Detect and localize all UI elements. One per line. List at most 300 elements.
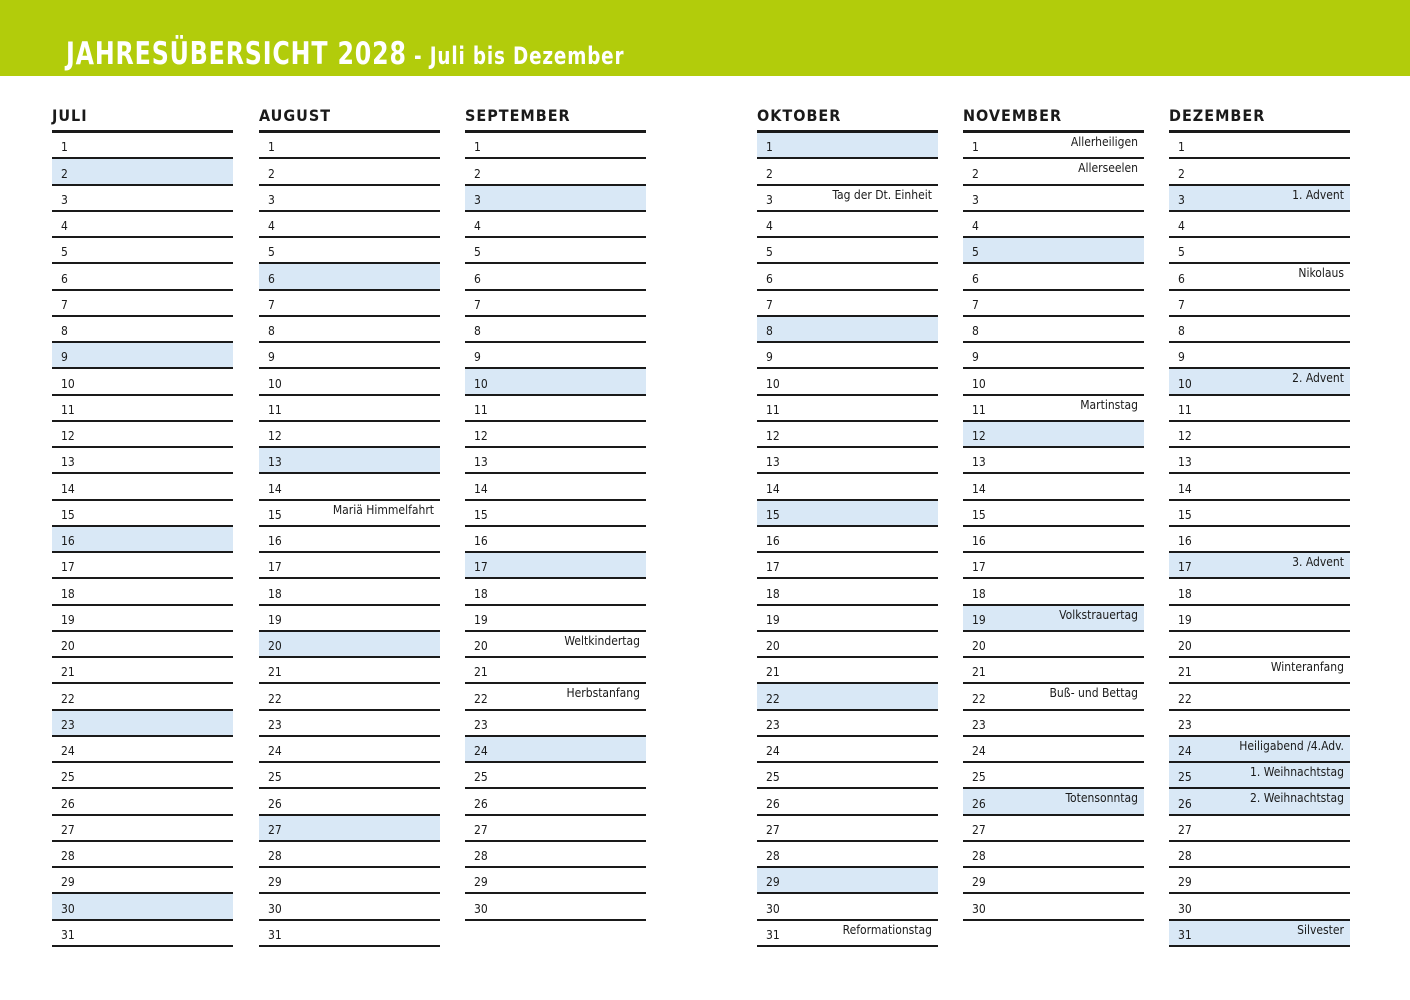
day-number: 13 — [972, 455, 986, 470]
day-row — [1169, 737, 1350, 763]
day-row — [757, 842, 938, 868]
day-row — [1169, 527, 1350, 553]
title-sub: - Juli bis Dezember — [406, 42, 625, 70]
day-number: 21 — [972, 665, 986, 680]
day-number: 27 — [61, 822, 75, 837]
day-number: 28 — [268, 849, 282, 863]
day-number: 30 — [268, 901, 282, 916]
day-number: 4 — [972, 219, 979, 233]
day-number: 9 — [1178, 350, 1185, 365]
day-number: 9 — [766, 350, 773, 365]
day-row — [259, 658, 440, 684]
day-number: 5 — [268, 245, 275, 260]
day-number: 16 — [61, 534, 75, 548]
day-row — [757, 474, 938, 500]
day-row — [259, 369, 440, 395]
day-row — [52, 763, 233, 789]
day-row — [963, 553, 1144, 579]
month-column-august — [259, 100, 440, 947]
day-row — [259, 291, 440, 317]
day-number: 28 — [766, 849, 780, 863]
day-number: 25 — [972, 770, 986, 785]
day-number: 10 — [61, 376, 75, 391]
day-row — [1169, 816, 1350, 842]
day-row — [1169, 422, 1350, 448]
day-row — [1169, 186, 1350, 212]
day-number: 3 — [1178, 192, 1185, 207]
day-number: 7 — [972, 297, 979, 312]
day-row — [1169, 632, 1350, 658]
day-row — [757, 238, 938, 264]
holiday-label: Tag der Dt. Einheit — [832, 187, 932, 202]
day-number: 18 — [972, 586, 986, 601]
day-number: 20 — [766, 639, 780, 653]
day-row — [259, 842, 440, 868]
day-number: 29 — [1178, 875, 1192, 890]
day-number: 21 — [474, 665, 488, 680]
day-number: 14 — [766, 481, 780, 496]
holiday-label: Mariä Himmelfahrt — [332, 502, 434, 517]
day-row — [1169, 343, 1350, 369]
day-number: 10 — [268, 376, 282, 391]
day-row — [465, 422, 646, 448]
day-row — [52, 369, 233, 395]
day-number: 1 — [61, 140, 68, 155]
day-row — [1169, 711, 1350, 737]
day-row — [1169, 474, 1350, 500]
day-row — [465, 186, 646, 212]
day-number: 5 — [766, 245, 773, 260]
day-row — [52, 186, 233, 212]
day-number: 17 — [972, 560, 986, 575]
day-row — [465, 159, 646, 185]
day-number: 23 — [61, 717, 75, 732]
day-row — [259, 422, 440, 448]
day-number: 1 — [972, 140, 979, 155]
day-number: 21 — [61, 665, 75, 680]
day-number: 26 — [474, 796, 488, 811]
holiday-label: Buß- und Bettag — [1049, 686, 1138, 701]
day-number: 19 — [474, 612, 488, 627]
day-row — [963, 396, 1144, 422]
day-row — [1169, 579, 1350, 605]
day-row — [757, 868, 938, 894]
day-row — [757, 501, 938, 527]
day-row — [963, 422, 1144, 448]
day-row — [963, 264, 1144, 290]
day-row — [757, 816, 938, 842]
day-number: 29 — [766, 875, 780, 890]
day-number: 8 — [268, 324, 275, 338]
day-number: 10 — [972, 376, 986, 391]
day-number: 1 — [474, 140, 481, 155]
day-number: 29 — [972, 875, 986, 890]
day-number: 23 — [1178, 717, 1192, 732]
day-row — [757, 737, 938, 763]
day-number: 25 — [474, 770, 488, 785]
day-number: 13 — [268, 455, 282, 470]
day-number: 5 — [61, 245, 68, 260]
day-row — [465, 212, 646, 238]
day-row — [259, 921, 440, 947]
day-number: 3 — [972, 192, 979, 207]
day-row — [259, 579, 440, 605]
day-number: 27 — [1178, 822, 1192, 837]
day-number: 17 — [766, 560, 780, 575]
holiday-label: 3. Advent — [1292, 555, 1344, 569]
day-number: 31 — [61, 927, 75, 942]
day-row — [757, 159, 938, 185]
day-number: 24 — [61, 744, 75, 758]
day-number: 23 — [268, 717, 282, 732]
day-row — [757, 343, 938, 369]
day-row — [963, 474, 1144, 500]
day-number: 6 — [61, 271, 68, 286]
day-number: 11 — [972, 402, 986, 417]
day-number: 18 — [268, 586, 282, 601]
holiday-label: Martinstag — [1080, 397, 1138, 412]
day-row — [259, 711, 440, 737]
day-number: 28 — [1178, 849, 1192, 863]
title-main: JAHRESÜBERSICHT 2028 — [66, 36, 407, 72]
day-number: 3 — [474, 192, 481, 207]
day-number: 31 — [268, 927, 282, 942]
day-number: 12 — [972, 429, 986, 443]
day-row — [465, 737, 646, 763]
day-row — [1169, 317, 1350, 343]
month-name: OKTOBER — [757, 100, 938, 133]
day-number: 13 — [1178, 455, 1192, 470]
day-row — [757, 658, 938, 684]
day-number: 9 — [972, 350, 979, 365]
day-number: 2 — [268, 166, 275, 181]
day-row — [963, 133, 1144, 159]
day-row — [465, 842, 646, 868]
day-row — [465, 553, 646, 579]
day-row — [963, 369, 1144, 395]
holiday-label: Volkstrauertag — [1059, 607, 1138, 622]
day-row — [259, 763, 440, 789]
day-row — [52, 711, 233, 737]
day-row — [465, 448, 646, 474]
day-number: 25 — [766, 770, 780, 785]
day-number: 16 — [1178, 534, 1192, 548]
day-row — [963, 711, 1144, 737]
day-number: 1 — [268, 140, 275, 155]
day-number: 22 — [1178, 691, 1192, 706]
day-number: 20 — [972, 639, 986, 653]
day-row — [259, 684, 440, 710]
day-row — [963, 763, 1144, 789]
day-row — [1169, 658, 1350, 684]
day-number: 4 — [61, 219, 68, 233]
day-row — [465, 606, 646, 632]
holiday-label: Nikolaus — [1298, 266, 1344, 281]
day-number: 14 — [268, 481, 282, 496]
day-number: 22 — [268, 691, 282, 706]
day-row — [259, 816, 440, 842]
day-number: 26 — [268, 796, 282, 811]
day-row — [465, 579, 646, 605]
day-number: 15 — [61, 507, 75, 522]
day-number: 30 — [972, 901, 986, 916]
day-row — [963, 317, 1144, 343]
day-row — [963, 737, 1144, 763]
day-row — [1169, 684, 1350, 710]
day-number: 14 — [474, 481, 488, 496]
day-number: 25 — [1178, 770, 1192, 785]
day-row — [465, 789, 646, 815]
day-number: 27 — [972, 822, 986, 837]
day-number: 30 — [474, 901, 488, 916]
day-row — [1169, 789, 1350, 815]
day-number: 26 — [972, 796, 986, 811]
month-column-november — [963, 100, 1144, 921]
day-row — [52, 448, 233, 474]
day-row — [465, 684, 646, 710]
day-row — [52, 317, 233, 343]
day-row — [259, 238, 440, 264]
day-number: 19 — [268, 612, 282, 627]
day-row — [52, 737, 233, 763]
day-row — [963, 789, 1144, 815]
day-row — [757, 396, 938, 422]
day-row — [757, 527, 938, 553]
holiday-label: Heiligabend /4.Adv. — [1239, 738, 1344, 753]
holiday-label: Weltkindertag — [564, 633, 640, 648]
day-number: 20 — [268, 639, 282, 653]
day-row — [757, 711, 938, 737]
day-row — [259, 789, 440, 815]
day-row — [963, 606, 1144, 632]
day-number: 22 — [474, 691, 488, 706]
day-number: 11 — [766, 402, 780, 417]
day-row — [757, 422, 938, 448]
day-row — [52, 553, 233, 579]
day-number: 18 — [1178, 586, 1192, 601]
day-number: 8 — [1178, 324, 1185, 338]
day-number: 19 — [766, 612, 780, 627]
day-row — [757, 632, 938, 658]
day-number: 27 — [766, 822, 780, 837]
day-number: 9 — [61, 350, 68, 365]
day-number: 21 — [1178, 665, 1192, 680]
day-row — [52, 396, 233, 422]
day-row — [757, 264, 938, 290]
day-number: 2 — [972, 166, 979, 181]
day-row — [1169, 159, 1350, 185]
day-row — [52, 816, 233, 842]
day-number: 13 — [474, 455, 488, 470]
day-row — [465, 711, 646, 737]
day-number: 3 — [61, 192, 68, 207]
day-row — [259, 737, 440, 763]
day-number: 16 — [972, 534, 986, 548]
day-number: 30 — [766, 901, 780, 916]
header-bar — [0, 0, 1410, 76]
day-row — [52, 474, 233, 500]
day-number: 20 — [1178, 639, 1192, 653]
day-number: 4 — [1178, 219, 1185, 233]
day-row — [963, 868, 1144, 894]
day-number: 23 — [474, 717, 488, 732]
day-row — [1169, 264, 1350, 290]
day-row — [757, 606, 938, 632]
day-number: 18 — [61, 586, 75, 601]
day-number: 22 — [61, 691, 75, 706]
day-number: 17 — [268, 560, 282, 575]
day-number: 6 — [268, 271, 275, 286]
day-number: 5 — [972, 245, 979, 260]
day-number: 25 — [268, 770, 282, 785]
day-number: 22 — [972, 691, 986, 706]
day-row — [465, 868, 646, 894]
day-number: 26 — [61, 796, 75, 811]
day-number: 17 — [61, 560, 75, 575]
day-row — [52, 632, 233, 658]
day-row — [963, 894, 1144, 920]
holiday-label: Winteranfang — [1270, 660, 1344, 674]
day-number: 14 — [972, 481, 986, 496]
day-row — [465, 343, 646, 369]
day-row — [259, 317, 440, 343]
day-row — [259, 474, 440, 500]
day-row — [963, 816, 1144, 842]
day-number: 18 — [474, 586, 488, 601]
day-row — [1169, 291, 1350, 317]
day-number: 28 — [61, 849, 75, 863]
day-row — [757, 291, 938, 317]
day-number: 12 — [268, 429, 282, 443]
day-row — [52, 579, 233, 605]
day-row — [259, 264, 440, 290]
day-number: 29 — [474, 875, 488, 890]
day-row — [1169, 133, 1350, 159]
day-row — [52, 789, 233, 815]
day-row — [52, 133, 233, 159]
day-row — [259, 606, 440, 632]
day-row — [465, 816, 646, 842]
day-row — [757, 317, 938, 343]
day-number: 11 — [474, 402, 488, 417]
day-number: 27 — [268, 822, 282, 837]
day-number: 24 — [268, 744, 282, 758]
day-row — [963, 291, 1144, 317]
day-number: 19 — [972, 612, 986, 627]
day-number: 20 — [61, 639, 75, 653]
day-number: 7 — [61, 297, 68, 312]
holiday-label: Herbstanfang — [566, 686, 640, 701]
day-row — [52, 501, 233, 527]
day-number: 10 — [474, 376, 488, 391]
day-row — [963, 186, 1144, 212]
day-row — [465, 133, 646, 159]
month-name: DEZEMBER — [1169, 100, 1350, 133]
day-row — [465, 474, 646, 500]
day-row — [52, 343, 233, 369]
day-row — [757, 921, 938, 947]
day-number: 30 — [61, 901, 75, 916]
day-row — [259, 212, 440, 238]
month-name: AUGUST — [259, 100, 440, 133]
day-row — [963, 579, 1144, 605]
day-number: 2 — [61, 166, 68, 181]
day-row — [52, 658, 233, 684]
day-row — [52, 921, 233, 947]
day-row — [52, 212, 233, 238]
day-row — [465, 658, 646, 684]
day-number: 17 — [474, 560, 488, 575]
day-number: 21 — [268, 665, 282, 680]
day-row — [259, 396, 440, 422]
holiday-label: Silvester — [1297, 922, 1344, 937]
day-row — [465, 317, 646, 343]
day-row — [757, 448, 938, 474]
day-row — [259, 894, 440, 920]
day-row — [963, 238, 1144, 264]
day-number: 5 — [474, 245, 481, 260]
day-number: 14 — [61, 481, 75, 496]
day-number: 15 — [766, 507, 780, 522]
day-row — [259, 186, 440, 212]
day-number: 19 — [61, 612, 75, 627]
day-row — [963, 527, 1144, 553]
month-column-oktober — [757, 100, 938, 947]
month-column-dezember — [1169, 100, 1350, 947]
day-row — [963, 448, 1144, 474]
day-row — [757, 684, 938, 710]
day-row — [259, 343, 440, 369]
day-number: 8 — [972, 324, 979, 338]
day-row — [757, 553, 938, 579]
day-number: 28 — [474, 849, 488, 863]
day-row — [465, 264, 646, 290]
day-row — [52, 291, 233, 317]
day-row — [963, 343, 1144, 369]
day-row — [963, 212, 1144, 238]
page-title — [66, 36, 624, 72]
day-number: 9 — [474, 350, 481, 365]
month-name: JULI — [52, 100, 233, 133]
day-number: 20 — [474, 639, 488, 653]
day-number: 22 — [766, 691, 780, 706]
day-row — [52, 842, 233, 868]
day-row — [1169, 396, 1350, 422]
day-row — [465, 238, 646, 264]
day-number: 9 — [268, 350, 275, 365]
day-number: 12 — [1178, 429, 1192, 443]
day-row — [52, 422, 233, 448]
day-number: 11 — [1178, 402, 1192, 417]
holiday-label: 2. Advent — [1292, 371, 1344, 386]
day-row — [52, 684, 233, 710]
day-number: 15 — [972, 507, 986, 522]
day-number: 14 — [1178, 481, 1192, 496]
day-row — [1169, 448, 1350, 474]
holiday-label: 2. Weihnachtstag — [1250, 791, 1344, 806]
day-row — [963, 842, 1144, 868]
day-number: 10 — [766, 376, 780, 391]
day-row — [1169, 868, 1350, 894]
day-number: 1 — [1178, 140, 1185, 155]
day-row — [1169, 921, 1350, 947]
day-row — [757, 763, 938, 789]
day-number: 4 — [268, 219, 275, 233]
day-number: 13 — [61, 455, 75, 470]
day-number: 16 — [766, 534, 780, 548]
day-number: 17 — [1178, 560, 1192, 575]
day-row — [52, 264, 233, 290]
